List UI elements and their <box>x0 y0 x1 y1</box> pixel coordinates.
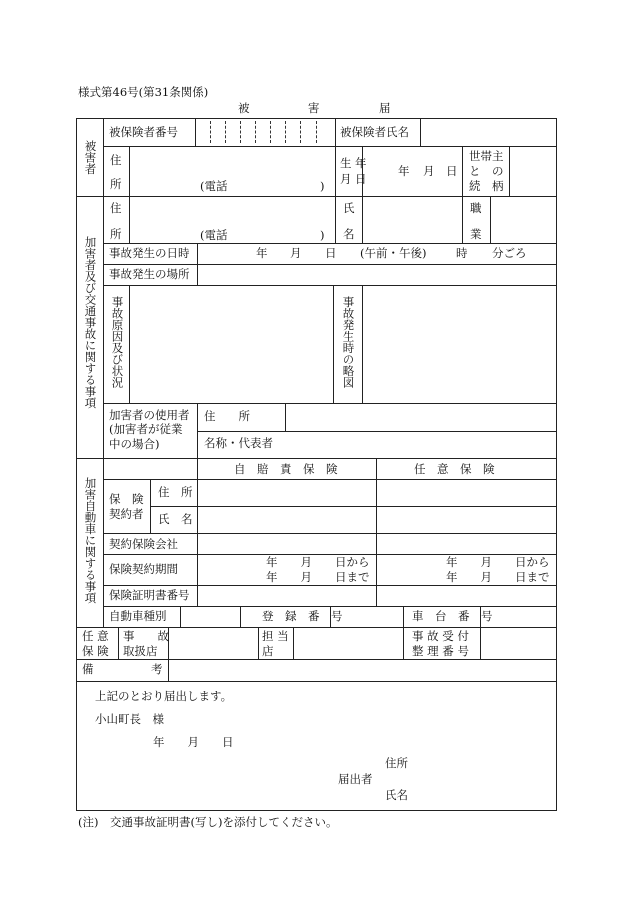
policyholder-address-label: 住 所 <box>158 485 193 499</box>
employer-address-label: 住 所 <box>204 409 250 423</box>
addressee: 小山町長 様 <box>95 712 164 726</box>
voluntary-insurance-header: 任 意 保 険 <box>414 462 495 476</box>
birth-label-a: 生 <box>340 156 352 170</box>
victim-phone-close: ) <box>320 179 325 193</box>
accident-sketch-label: 事故発生時の略図 <box>341 296 356 388</box>
declaration-date: 年 月 日 <box>153 735 234 749</box>
accident-hour: 時 <box>456 246 468 260</box>
compulsory-period-to: 年 月 日まで <box>266 570 370 584</box>
form-number: 様式第46号(第31条関係) <box>78 85 209 99</box>
birth-label-c: 月 <box>340 172 352 186</box>
chassis-number-label: 車 台 番 号 <box>412 609 493 623</box>
registration-number-label: 登 録 番 号 <box>262 609 343 623</box>
voluntary-period-to: 年 月 日まで <box>446 570 550 584</box>
birth-year: 年 <box>398 164 410 178</box>
victim-section-label: 被害者 <box>83 140 98 175</box>
accident-handler-label-1: 事 故 <box>123 629 169 643</box>
notifier-address-label: 住所 <box>385 756 408 770</box>
accident-year: 年 <box>256 246 268 260</box>
voluntary-row-label-1: 任 意 <box>82 629 109 643</box>
victim-address-label-1: 住 <box>110 153 122 167</box>
agent-label-1: 担 当 <box>262 629 289 643</box>
insurance-number-label: 被保険者番号 <box>109 125 178 139</box>
accident-cause-label: 事故原因及び状況 <box>110 296 125 388</box>
victim-phone-label: (電話 <box>200 179 228 193</box>
policyholder-label-1: 保 険 <box>109 492 144 506</box>
notifier-label: 届出者 <box>338 772 373 786</box>
employer-label-3: 中の場合) <box>109 437 160 451</box>
receipt-label-1: 事 故 受 付 <box>412 629 469 643</box>
policyholder-label-2: 契約者 <box>109 507 144 521</box>
title-char-3: 届 <box>379 101 391 115</box>
compulsory-period-from: 年 月 日から <box>266 555 370 569</box>
declaration-text: 上記のとおり届出します。 <box>95 689 233 703</box>
car-type-label: 自動車種別 <box>109 609 167 623</box>
assailant-job-label-2: 業 <box>470 227 482 241</box>
insurance-period-label: 保険契約期間 <box>109 562 178 576</box>
remarks-label: 備 考 <box>82 662 163 676</box>
certificate-number-label: 保険証明書番号 <box>109 588 190 602</box>
assailant-name-label-1: 氏 <box>343 201 355 215</box>
title-char-2: 害 <box>308 101 320 115</box>
birth-label-d: 日 <box>355 172 367 186</box>
birth-day: 日 <box>446 164 458 178</box>
insurance-company-label: 契約保険会社 <box>109 537 178 551</box>
notifier-name-label: 氏名 <box>385 788 408 802</box>
birth-label-b: 年 <box>355 156 367 170</box>
accident-handler-label-2: 取扱店 <box>123 644 158 658</box>
birth-month: 月 <box>423 164 435 178</box>
agent-label-2: 店 <box>262 644 274 658</box>
assailant-section-label: 加害者及び交通事故に関する事項 <box>83 236 98 409</box>
relation-label-1: 世帯主 <box>469 149 504 163</box>
accident-month: 月 <box>290 246 302 260</box>
assailant-phone-label: (電話 <box>200 228 228 242</box>
accident-place-label: 事故発生の場所 <box>109 267 190 281</box>
employer-label-2: (加害者が従業 <box>109 422 183 436</box>
assailant-phone-close: ) <box>320 228 325 242</box>
assailant-name-label-2: 名 <box>343 227 355 241</box>
accident-day: 日 <box>325 246 337 260</box>
relation-label-3: 続 柄 <box>469 179 504 193</box>
relation-label-2: と の <box>469 164 504 178</box>
voluntary-row-label-2: 保 険 <box>82 644 109 658</box>
victim-address-label-2: 所 <box>110 177 122 191</box>
voluntary-period-from: 年 月 日から <box>446 555 550 569</box>
vehicle-section-label: 加害自動車に関する事項 <box>83 477 98 604</box>
compulsory-insurance-header: 自 賠 責 保 険 <box>234 462 338 476</box>
policyholder-name-label: 氏 名 <box>158 512 193 526</box>
assailant-address-label-2: 所 <box>110 227 122 241</box>
receipt-label-2: 整 理 番 号 <box>412 644 469 658</box>
accident-datetime-label: 事故発生の日時 <box>109 246 190 260</box>
accident-ampm: (午前・午後) <box>360 246 427 260</box>
title-char-1: 被 <box>238 101 250 115</box>
employer-label-1: 加害者の使用者 <box>109 408 190 422</box>
accident-minute: 分ごろ <box>492 246 527 260</box>
employer-name-label: 名称・代表者 <box>204 436 273 450</box>
insured-name-label: 被保険者氏名 <box>340 125 409 139</box>
assailant-job-label-1: 職 <box>470 201 482 215</box>
footnote: (注) 交通事故証明書(写し)を添付してください。 <box>78 815 338 829</box>
assailant-address-label-1: 住 <box>110 201 122 215</box>
